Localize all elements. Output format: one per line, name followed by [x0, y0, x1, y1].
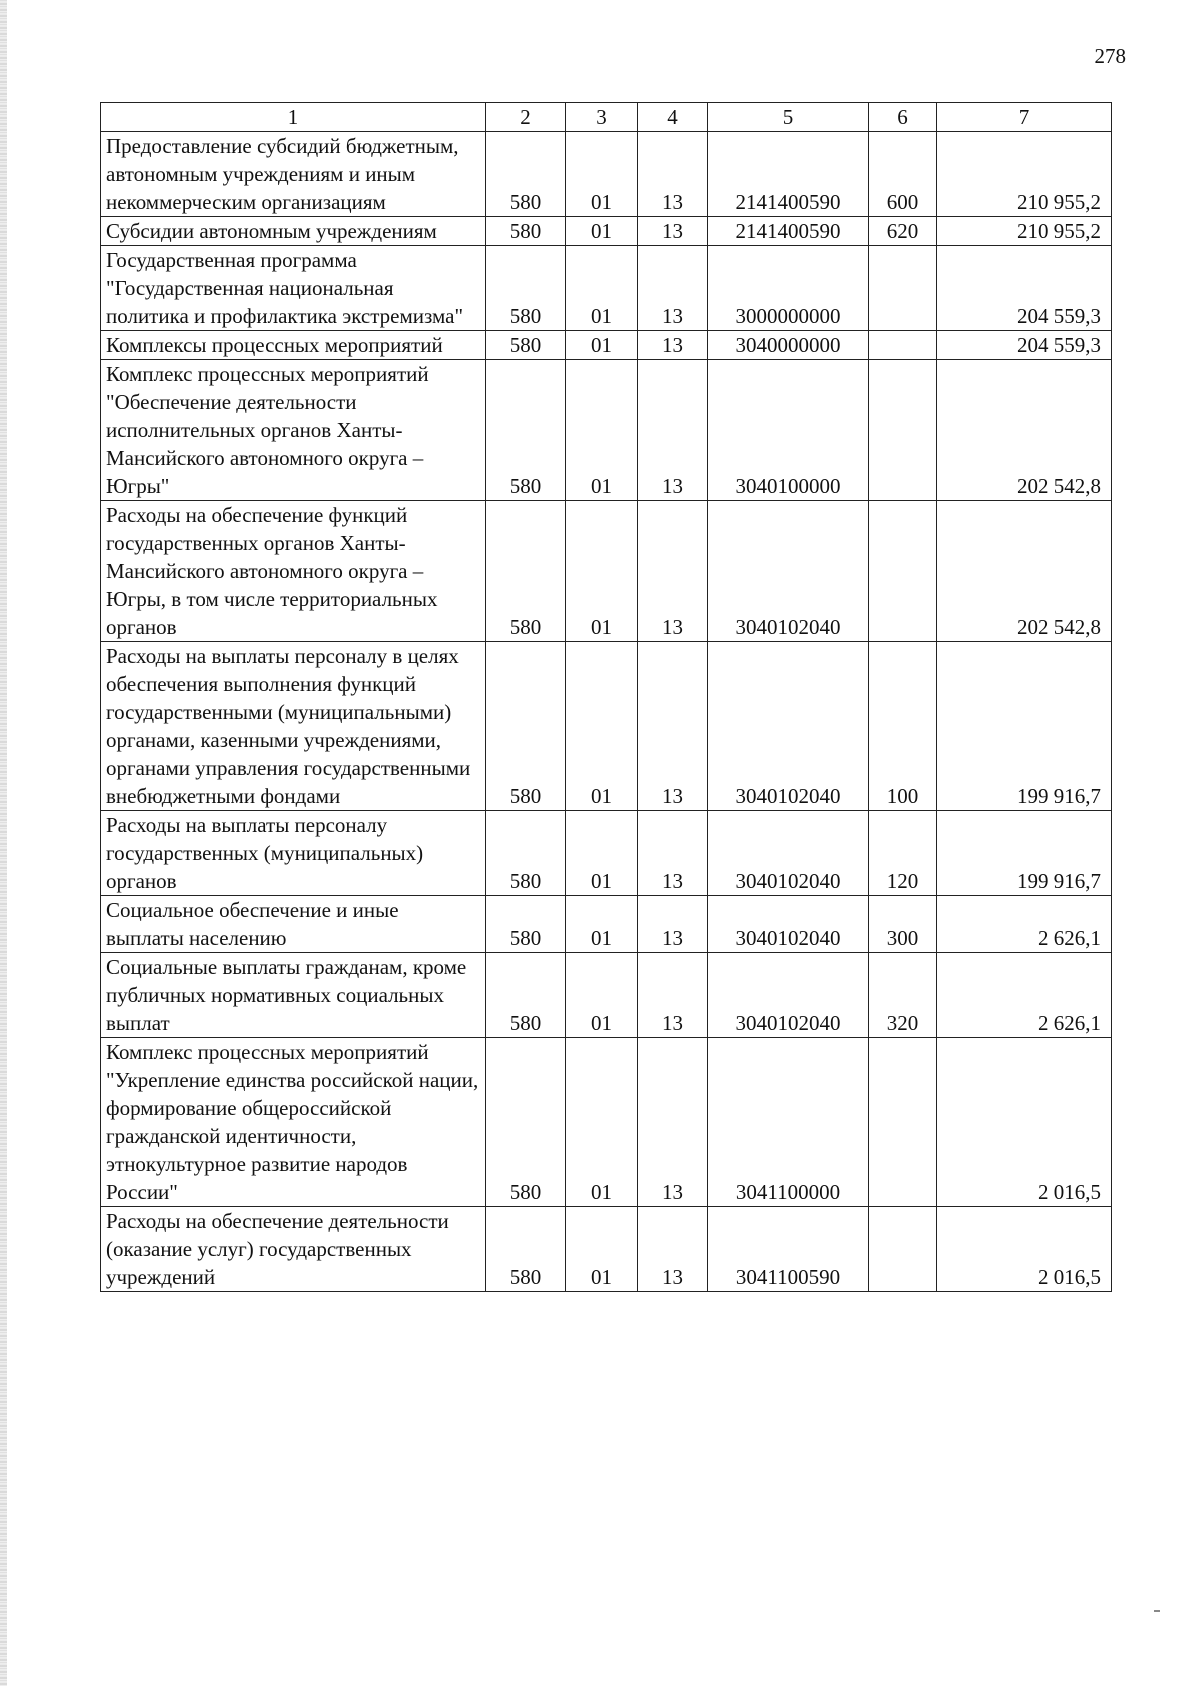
target-article-cell: 2141400590 [708, 217, 869, 246]
budget-table [100, 102, 1112, 1292]
section-code-cell: 01 [566, 360, 638, 501]
expense-name-cell: Комплексы процессных мероприятий [101, 331, 486, 360]
table-row [101, 246, 1112, 331]
ministry-code-cell: 580 [486, 360, 566, 501]
expense-type-cell: 100 [869, 642, 937, 811]
expense-name-cell: Субсидии автономным учреждениям [101, 217, 486, 246]
table-row [101, 501, 1112, 642]
expense-name-cell: Расходы на обеспечение функций государственных органов Ханты-Мансийского автономного округа – Югры, в том числе территориальных органов [101, 501, 486, 642]
target-article-cell: 3041100590 [708, 1207, 869, 1292]
expense-name-cell: Расходы на выплаты персоналу государственных (муниципальных) органов [101, 811, 486, 896]
amount-cell: 202 542,8 [937, 501, 1112, 642]
header-cell-col-1: 1 [101, 103, 486, 132]
amount-cell: 2 016,5 [937, 1207, 1112, 1292]
section-code-cell: 01 [566, 811, 638, 896]
subsection-code-cell: 13 [638, 896, 708, 953]
header-cell-col-4: 4 [638, 103, 708, 132]
section-code-cell: 01 [566, 217, 638, 246]
expense-name-cell: Расходы на выплаты персоналу в целях обеспечения выполнения функций государственными (муниципальными) органами, казенными учреждениями, органами управления государственными внебюджетными фондами [101, 642, 486, 811]
target-article-cell: 3040102040 [708, 642, 869, 811]
header-cell-col-5: 5 [708, 103, 869, 132]
header-cell-col-6: 6 [869, 103, 937, 132]
subsection-code-cell: 13 [638, 1207, 708, 1292]
table-row [101, 360, 1112, 501]
section-code-cell: 01 [566, 331, 638, 360]
amount-cell: 2 626,1 [937, 953, 1112, 1038]
expense-type-cell [869, 1038, 937, 1207]
amount-cell: 2 626,1 [937, 896, 1112, 953]
subsection-code-cell: 13 [638, 331, 708, 360]
table-row [101, 642, 1112, 811]
subsection-code-cell: 13 [638, 811, 708, 896]
target-article-cell: 3000000000 [708, 246, 869, 331]
ministry-code-cell: 580 [486, 132, 566, 217]
table-row [101, 331, 1112, 360]
subsection-code-cell: 13 [638, 217, 708, 246]
ministry-code-cell: 580 [486, 246, 566, 331]
expense-type-cell: 300 [869, 896, 937, 953]
section-code-cell: 01 [566, 1207, 638, 1292]
amount-cell: 204 559,3 [937, 331, 1112, 360]
subsection-code-cell: 13 [638, 953, 708, 1038]
page-number: 278 [1094, 44, 1126, 68]
subsection-code-cell: 13 [638, 246, 708, 331]
subsection-code-cell: 13 [638, 132, 708, 217]
subsection-code-cell: 13 [638, 501, 708, 642]
expense-type-cell: 600 [869, 132, 937, 217]
table-row [101, 132, 1112, 217]
expense-type-cell [869, 1207, 937, 1292]
section-code-cell: 01 [566, 896, 638, 953]
ministry-code-cell: 580 [486, 642, 566, 811]
ministry-code-cell: 580 [486, 217, 566, 246]
expense-type-cell [869, 246, 937, 331]
amount-cell: 2 016,5 [937, 1038, 1112, 1207]
expense-name-cell: Государственная программа "Государственная национальная политика и профилактика экстремизма" [101, 246, 486, 331]
target-article-cell: 3040102040 [708, 811, 869, 896]
amount-cell: 210 955,2 [937, 132, 1112, 217]
expense-type-cell: 620 [869, 217, 937, 246]
expense-name-cell: Социальное обеспечение и иные выплаты населению [101, 896, 486, 953]
section-code-cell: 01 [566, 132, 638, 217]
subsection-code-cell: 13 [638, 642, 708, 811]
table-row [101, 1207, 1112, 1292]
scan-artifact-mark [1154, 1610, 1160, 1612]
target-article-cell: 3041100000 [708, 1038, 869, 1207]
table-row [101, 1038, 1112, 1207]
section-code-cell: 01 [566, 1038, 638, 1207]
target-article-cell: 3040102040 [708, 501, 869, 642]
expense-type-cell [869, 501, 937, 642]
expense-name-cell: Расходы на обеспечение деятельности (оказание услуг) государственных учреждений [101, 1207, 486, 1292]
table-row [101, 896, 1112, 953]
target-article-cell: 3040102040 [708, 953, 869, 1038]
expense-type-cell [869, 331, 937, 360]
table-row [101, 953, 1112, 1038]
subsection-code-cell: 13 [638, 360, 708, 501]
ministry-code-cell: 580 [486, 811, 566, 896]
subsection-code-cell: 13 [638, 1038, 708, 1207]
table-row [101, 217, 1112, 246]
table-header-row [101, 103, 1112, 132]
expense-type-cell: 120 [869, 811, 937, 896]
ministry-code-cell: 580 [486, 1207, 566, 1292]
section-code-cell: 01 [566, 642, 638, 811]
expense-name-cell: Предоставление субсидий бюджетным, автономным учреждениям и иным некоммерческим организациям [101, 132, 486, 217]
section-code-cell: 01 [566, 501, 638, 642]
section-code-cell: 01 [566, 246, 638, 331]
ministry-code-cell: 580 [486, 1038, 566, 1207]
amount-cell: 202 542,8 [937, 360, 1112, 501]
ministry-code-cell: 580 [486, 896, 566, 953]
target-article-cell: 3040000000 [708, 331, 869, 360]
target-article-cell: 2141400590 [708, 132, 869, 217]
expense-type-cell [869, 360, 937, 501]
ministry-code-cell: 580 [486, 331, 566, 360]
expense-name-cell: Комплекс процессных мероприятий "Укрепление единства российской нации, формирование общероссийской гражданской идентичности, этнокультурное развитие народов России" [101, 1038, 486, 1207]
expense-name-cell: Комплекс процессных мероприятий "Обеспечение деятельности исполнительных органов Ханты-Мансийского автономного округа – Югры" [101, 360, 486, 501]
target-article-cell: 3040102040 [708, 896, 869, 953]
scan-edge-decoration [0, 0, 7, 1686]
amount-cell: 199 916,7 [937, 642, 1112, 811]
header-cell-col-7: 7 [937, 103, 1112, 132]
ministry-code-cell: 580 [486, 953, 566, 1038]
header-cell-col-2: 2 [486, 103, 566, 132]
amount-cell: 199 916,7 [937, 811, 1112, 896]
amount-cell: 210 955,2 [937, 217, 1112, 246]
header-cell-col-3: 3 [566, 103, 638, 132]
ministry-code-cell: 580 [486, 501, 566, 642]
table-row [101, 811, 1112, 896]
expense-type-cell: 320 [869, 953, 937, 1038]
section-code-cell: 01 [566, 953, 638, 1038]
expense-name-cell: Социальные выплаты гражданам, кроме публичных нормативных социальных выплат [101, 953, 486, 1038]
target-article-cell: 3040100000 [708, 360, 869, 501]
amount-cell: 204 559,3 [937, 246, 1112, 331]
